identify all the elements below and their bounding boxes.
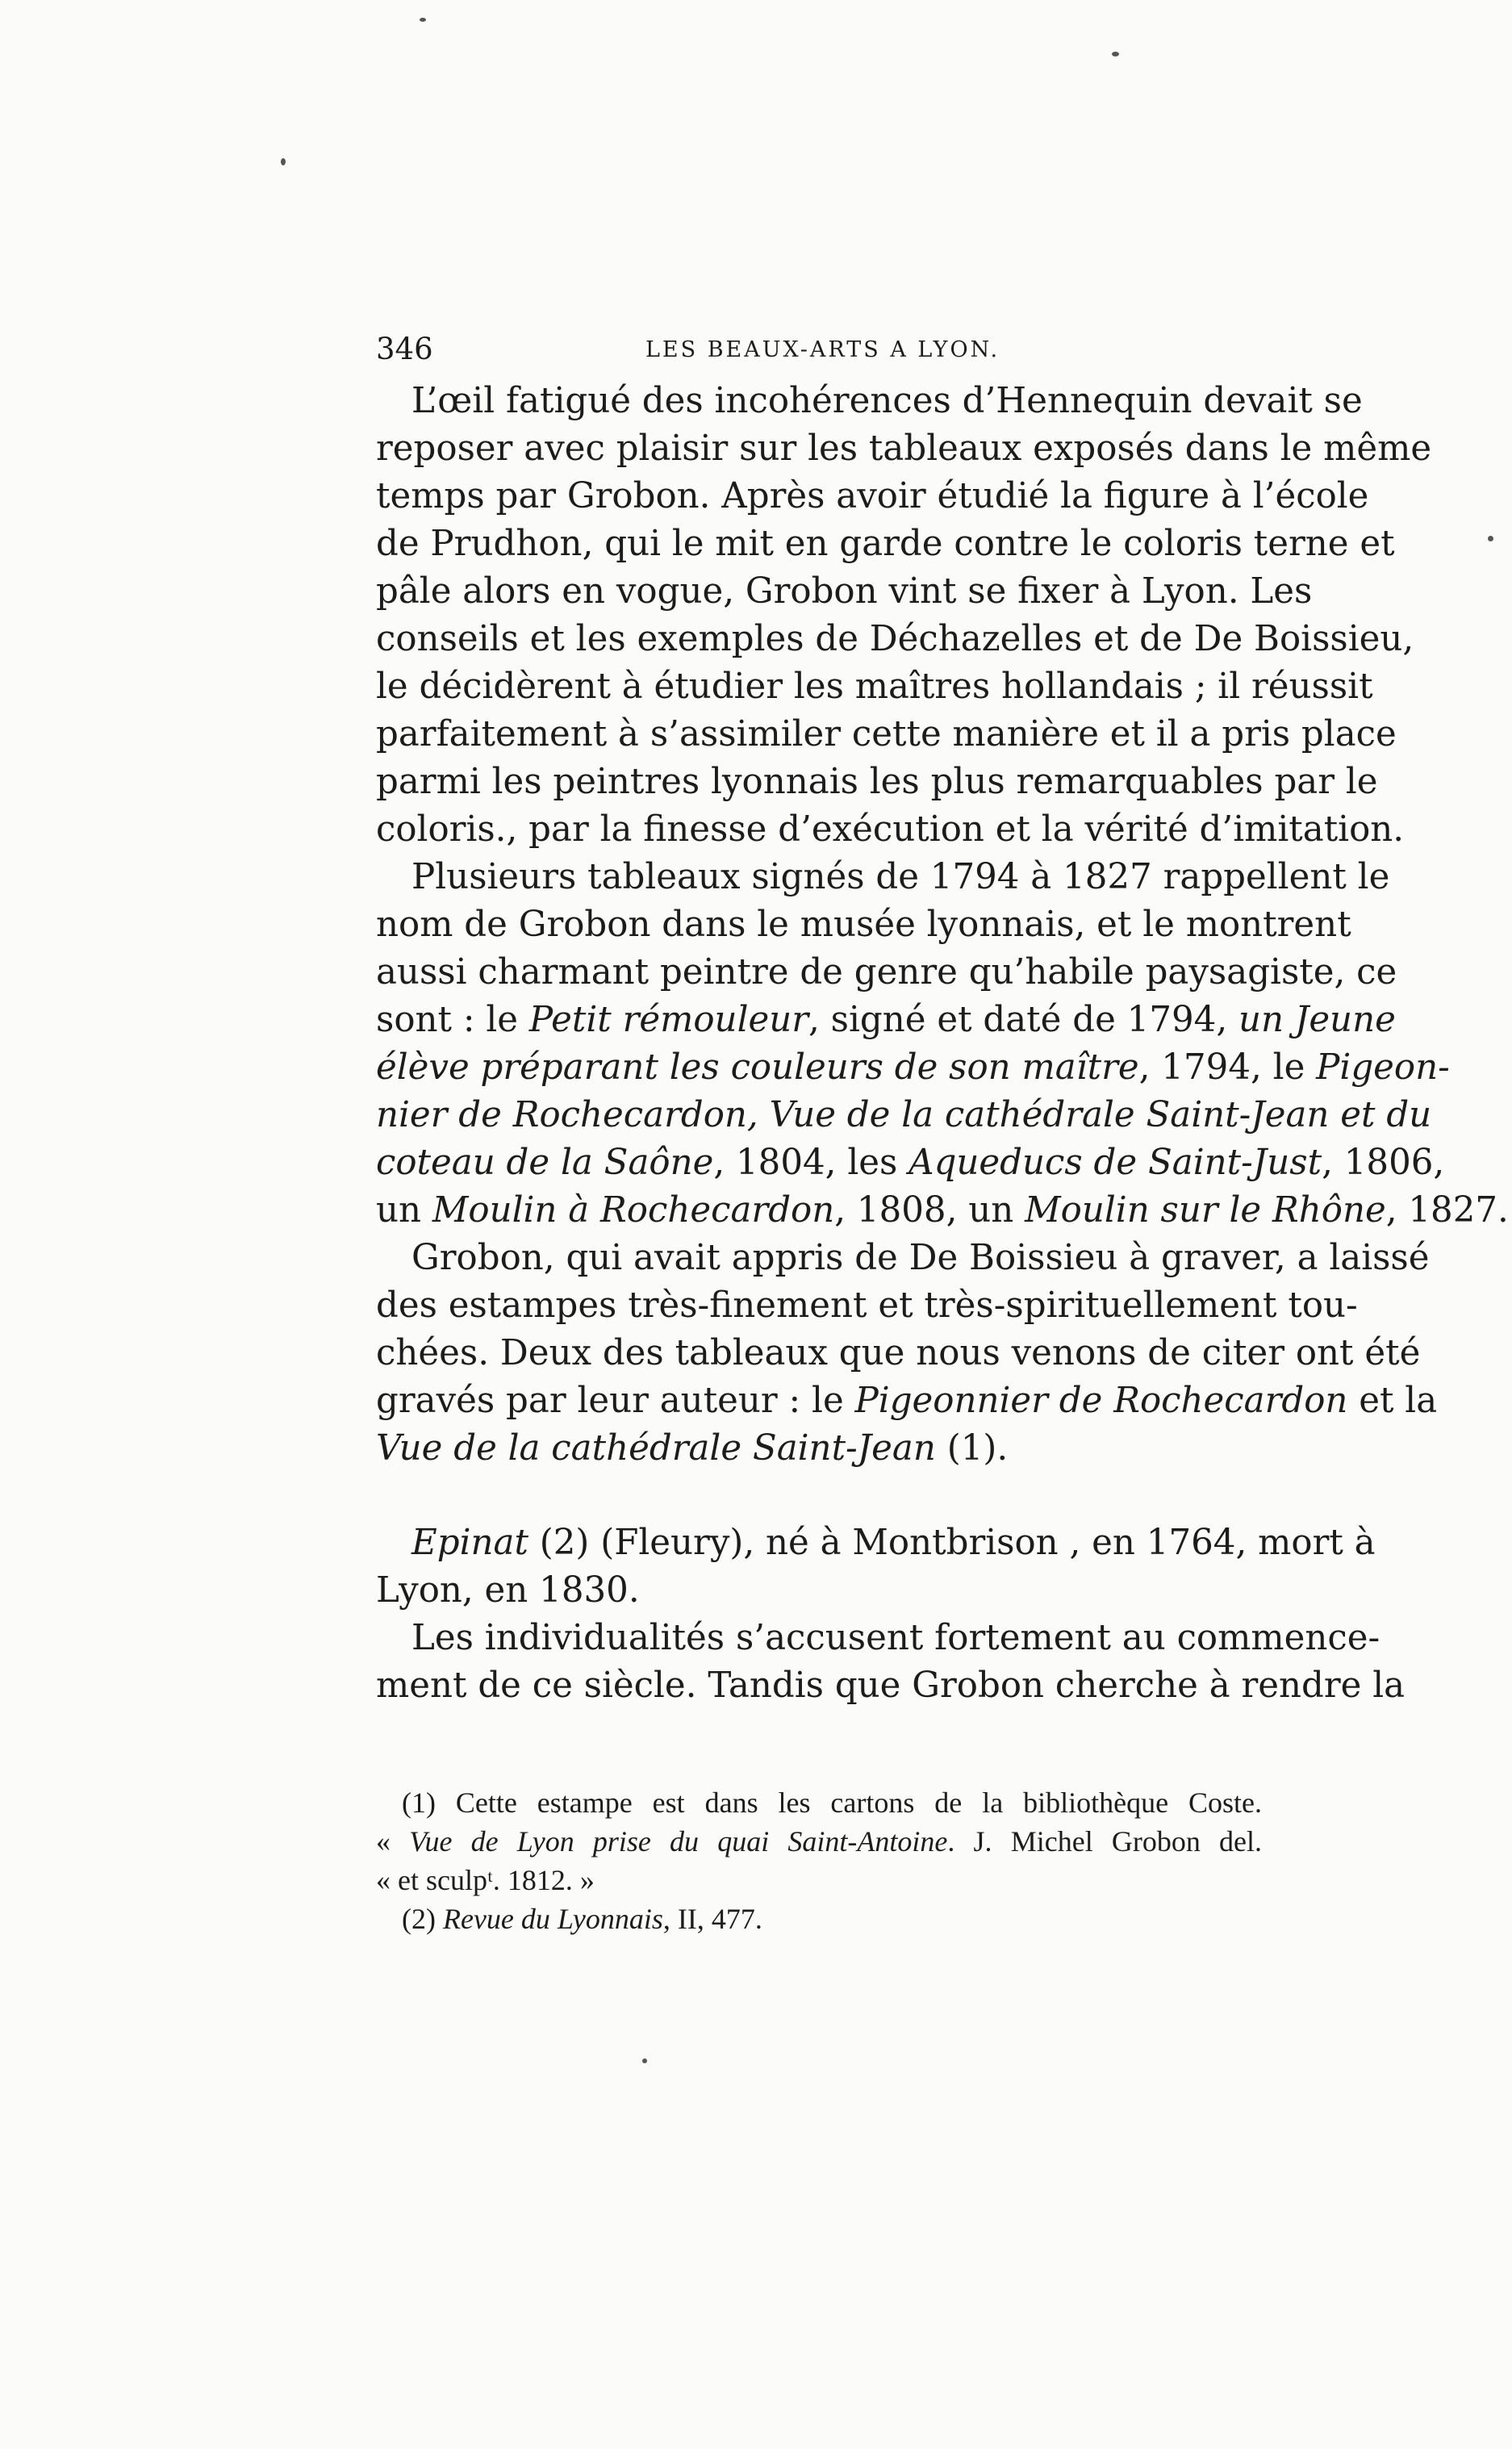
artwork-title: coteau de la Saône (376, 1143, 714, 1183)
text-run: , 1806, (1322, 1143, 1445, 1183)
text-line (376, 1425, 1262, 1473)
artwork-title: un Jeune (1238, 1000, 1396, 1040)
paragraph-2 (376, 854, 1509, 1235)
text-run: gravés par leur auteur : le (376, 1381, 855, 1421)
ink-speck (420, 18, 426, 22)
paragraph-4 (376, 1519, 1376, 1615)
text-line: le décidèrent à étudier les maîtres hollandais ; il réussit (376, 667, 1373, 707)
text-line (376, 1092, 1432, 1139)
text-line: ment de ce siècle. Tandis que Grobon cherche à rendre la (376, 1665, 1405, 1706)
text-line (376, 1139, 1445, 1187)
text-run: , 1794, le (1138, 1047, 1317, 1088)
text-line: Les individualités s’accusent fortement au commence- (411, 1618, 1380, 1658)
text-line: des estampes très-finement et très-spirituellement tou- (376, 1285, 1358, 1326)
text-line: chées. Deux des tableaux que nous venons de citer ont été (376, 1333, 1421, 1373)
artist-name: Epinat (411, 1523, 528, 1563)
text-run: . J. Michel Grobon del. (947, 1825, 1263, 1858)
text-line: temps par Grobon. Après avoir étudié la figure à l’école (376, 476, 1369, 516)
journal-title: Revue du Lyonnais (442, 1903, 663, 1935)
ink-speck (1488, 536, 1493, 541)
text-line: Lyon, en 1830. (376, 1570, 640, 1611)
artwork-title: Vue de la cathédrale Saint-Jean (376, 1428, 936, 1469)
text-line: aussi charmant peintre de genre qu’habile paysagiste, ce (376, 952, 1397, 993)
artwork-title: Vue de Lyon prise du quai Saint-Antoine (409, 1825, 948, 1858)
footnote-1: (1) Cette estampe est dans les cartons de la bibliothèque Coste. (402, 1787, 1262, 1819)
running-head: LES BEAUX-ARTS A LYON. (645, 337, 1000, 362)
body-text (376, 378, 1509, 1710)
footnote-1-cont (376, 1822, 1262, 1861)
page-header (376, 329, 1262, 370)
ink-speck (281, 158, 286, 165)
text-run: , 1804, les (713, 1143, 909, 1183)
text-line: L’œil fatigué des incohérences d’Hennequin devait se (411, 381, 1363, 421)
text-line: parfaitement à s’assimiler cette manière et il a pris place (376, 714, 1397, 754)
text-line: Grobon, qui avait appris de De Boissieu à graver, a laissé (411, 1238, 1430, 1278)
text-line (376, 1044, 1450, 1092)
text-line (376, 997, 1396, 1044)
paragraph-3 (376, 1235, 1438, 1473)
ink-speck (1112, 52, 1119, 56)
text-run: sont : le (376, 1000, 529, 1040)
text-line: Plusieurs tableaux signés de 1794 à 1827 rappellent le (411, 857, 1390, 897)
footnotes (376, 1783, 1262, 1938)
text-run: (2) (Fleury), né à Montbrison , en 1764, mort à (528, 1523, 1376, 1563)
text-line (376, 1519, 1376, 1567)
artwork-title: Petit rémouleur (528, 1000, 809, 1040)
text-run: , 1808, un (834, 1190, 1025, 1231)
artwork-title: Aqueducs de Saint-Just (908, 1143, 1322, 1183)
text-line: nom de Grobon dans le musée lyonnais, et le montrent (376, 905, 1351, 945)
text-line: coloris., par la finesse d’exécution et la vérité d’imitation. (376, 809, 1405, 850)
section-gap (376, 1473, 1262, 1519)
text-run: un (376, 1190, 432, 1231)
text-line (376, 1187, 1509, 1235)
ink-speck (642, 2058, 647, 2063)
text-run: (2) (402, 1903, 443, 1935)
footnote-2 (376, 1899, 1262, 1938)
artwork-title: Moulin à Rochecardon (432, 1190, 835, 1231)
artwork-title: Pigeon- (1316, 1047, 1450, 1088)
artwork-title: nier de Rochecardon, Vue de la cathédrale Saint-Jean et du (376, 1095, 1432, 1135)
text-line (376, 1377, 1438, 1425)
text-run: « (376, 1825, 410, 1858)
text-line: reposer avec plaisir sur les tableaux exposés dans le même (376, 428, 1432, 469)
text-line: parmi les peintres lyonnais les plus remarquables par le (376, 762, 1378, 802)
footnote-1-end: « et sculpᵗ. 1812. » (376, 1864, 595, 1896)
page-number: 346 (376, 332, 433, 366)
artwork-title: Moulin sur le Rhône (1025, 1190, 1386, 1231)
paragraph-1 (376, 378, 1432, 854)
text-run: , 1827. (1385, 1190, 1509, 1231)
footnote-ref: (1). (935, 1428, 1009, 1469)
text-run: , signé et daté de 1794, (808, 1000, 1239, 1040)
text-line: pâle alors en vogue, Grobon vint se fixer à Lyon. Les (376, 571, 1313, 612)
text-run: et la (1347, 1381, 1438, 1421)
artwork-title: élève préparant les couleurs de son maître (376, 1047, 1139, 1088)
artwork-title: Pigeonnier de Rochecardon (854, 1381, 1348, 1421)
text-run: , II, 477. (662, 1903, 762, 1935)
paragraph-5 (376, 1615, 1405, 1710)
text-line: de Prudhon, qui le mit en garde contre le coloris terne et (376, 524, 1395, 564)
text-line: conseils et les exemples de Déchazelles et de De Boissieu, (376, 619, 1414, 659)
